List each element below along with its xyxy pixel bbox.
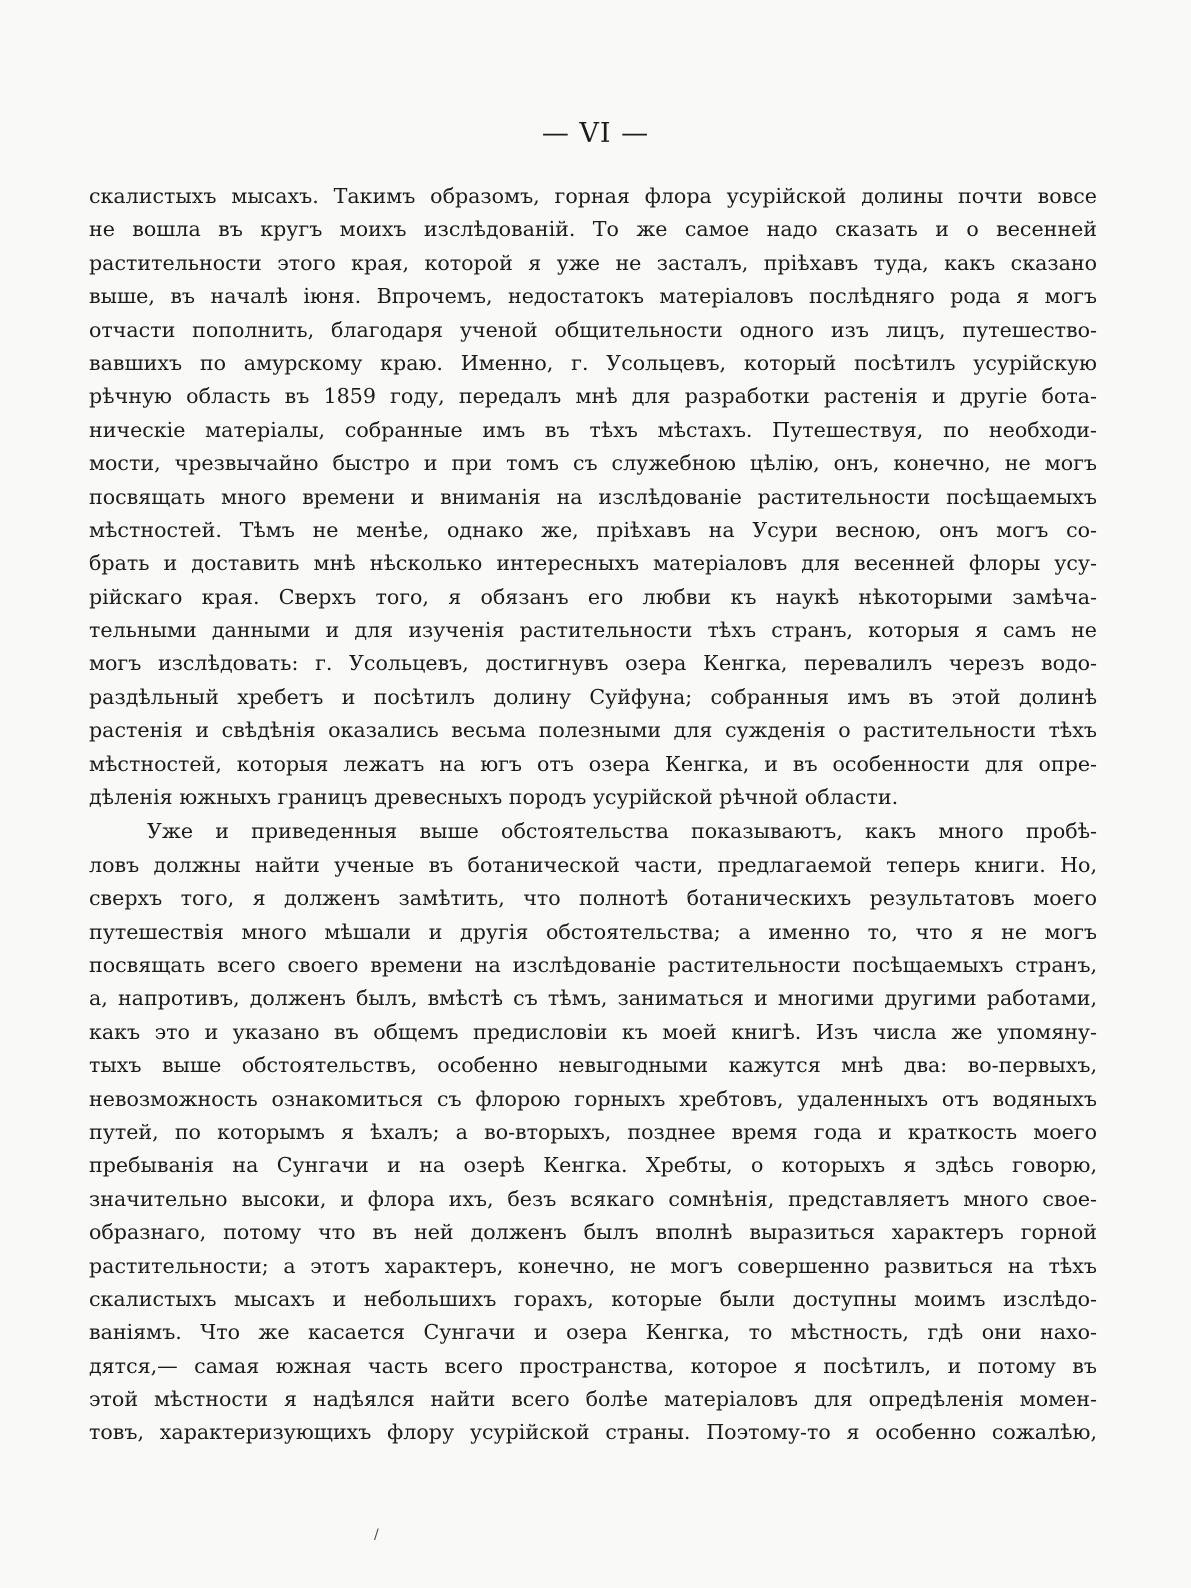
text-line: посвящать много времени и вниманiя на изслѣдованiе растительности посѣщаемыхъ	[89, 484, 1097, 509]
text-line: могъ изслѣдовать: г. Усольцевъ, достигнувъ озера Кенгка, перевалилъ черезъ водо-	[89, 651, 1097, 676]
text-line: рѣчную область въ 1859 году, передалъ мнѣ для разработки растенiя и другiе бота-	[89, 384, 1097, 409]
text-line: значительно высоки, и флора ихъ, безъ всякаго сомнѣнiя, представляетъ много свое-	[89, 1186, 1097, 1211]
text-line: дятся,— самая южная часть всего пространства, которое я посѣтилъ, и потому въ	[89, 1353, 1097, 1378]
text-line: посвящать всего своего времени на изслѣдованiе растительности посѣщаемыхъ странъ,	[89, 952, 1097, 977]
text-line: скалистыхъ мысахъ и небольшихъ горахъ, которые были доступны моимъ изслѣдо-	[89, 1286, 1097, 1311]
text-line: сверхъ того, я долженъ замѣтить, что полнотѣ ботаническихъ результатовъ моего	[89, 886, 1097, 911]
text-line: выше, въ началѣ iюня. Впрочемъ, недостатокъ матерiаловъ послѣдняго рода я могъ	[89, 284, 1097, 309]
paragraph-first-line: Уже и приведенныя выше обстоятельства показываютъ, какъ много пробѣ-	[147, 819, 1097, 844]
text-line: ловъ должны найти ученые въ ботанической части, предлагаемой теперь книги. Но,	[89, 852, 1097, 877]
text-line: дѣленiя южныхъ границъ древесныхъ породъ усурiйской рѣчной области.	[89, 785, 899, 810]
text-line: какъ это и указано въ общемъ предисловiи къ моей книгѣ. Изъ числа же упомяну-	[89, 1019, 1097, 1044]
text-line: ническiе матерiалы, собранные имъ въ тѣхъ мѣстахъ. Путешествуя, по необходи-	[89, 417, 1097, 442]
text-line: ванiямъ. Что же касается Сунгачи и озера Кенгка, то мѣстность, гдѣ они нахо-	[89, 1320, 1097, 1345]
text-line: тыхъ выше обстоятельствъ, особенно невыгодными кажутся мнѣ два: во-первыхъ,	[89, 1053, 1097, 1078]
text-line: тельными данными и для изученiя растительности тѣхъ странъ, которыя я самъ не	[89, 618, 1097, 643]
text-line: растительности этого края, которой я уже не засталъ, прiѣхавъ туда, какъ сказано	[89, 250, 1097, 275]
stray-mark: /	[374, 1527, 379, 1543]
text-line: этой мѣстности я надѣялся найти всего болѣе матерiаловъ для опредѣленiя момен-	[89, 1387, 1097, 1412]
page-number: — VI —	[541, 118, 650, 149]
text-line: растительности; а этотъ характеръ, конечно, не могъ совершенно развиться на тѣхъ	[89, 1253, 1097, 1278]
text-line: мѣстностей, которыя лежатъ на югъ отъ озера Кенгка, и въ особенности для опре-	[89, 751, 1097, 776]
body-text	[89, 180, 1097, 1450]
text-line: образнаго, потому что въ ней долженъ былъ вполнѣ выразиться характеръ горной	[89, 1220, 1097, 1245]
text-line: растенiя и свѣдѣнiя оказались весьма полезными для сужденiя о растительности тѣхъ	[89, 718, 1097, 743]
text-line: а, напротивъ, долженъ былъ, вмѣстѣ съ тѣмъ, заниматься и многими другими работами,	[89, 986, 1097, 1011]
text-line: не вошла въ кругъ моихъ изслѣдованiй. То же самое надо сказать и о весенней	[89, 217, 1097, 242]
text-line: пребыванiя на Сунгачи и на озерѣ Кенгка. Хребты, о которыхъ я здѣсь говорю,	[89, 1153, 1097, 1178]
text-line: товъ, характеризующихъ флору усурiйской страны. Поэтому-то я особенно сожалѣю,	[89, 1420, 1097, 1445]
text-line: мости, чрезвычайно быстро и при томъ съ служебною цѣлiю, онъ, конечно, не могъ	[89, 451, 1097, 476]
text-line: вавшихъ по амурскому краю. Именно, г. Усольцевъ, который посѣтилъ усурiйскую	[89, 350, 1097, 375]
text-line: раздѣльный хребетъ и посѣтилъ долину Суйфуна; собранныя имъ въ этой долинѣ	[89, 684, 1097, 709]
text-line: отчасти пополнить, благодаря ученой общительности одного изъ лицъ, путешество-	[89, 317, 1097, 342]
text-line: путешествiя много мѣшали и другiя обстоятельства; а именно то, что я не могъ	[89, 919, 1097, 944]
text-line: мѣстностей. Тѣмъ не менѣе, однако же, прiѣхавъ на Усури весною, онъ могъ со-	[89, 517, 1097, 542]
text-line: скалистыхъ мысахъ. Такимъ образомъ, горная флора усурiйской долины почти вовсе	[89, 184, 1097, 208]
text-line: брать и доставить мнѣ нѣсколько интересныхъ матерiаловъ для весенней флоры усу-	[89, 551, 1097, 576]
text-line: рiйскаго края. Сверхъ того, я обязанъ его любви къ наукѣ нѣкоторыми замѣча-	[89, 584, 1097, 609]
text-line: невозможность ознакомиться съ флорою горныхъ хребтовъ, удаленныхъ отъ водяныхъ	[89, 1086, 1097, 1111]
text-line: путей, по которымъ я ѣхалъ; а во-вторыхъ, позднее время года и краткость моего	[89, 1119, 1097, 1144]
